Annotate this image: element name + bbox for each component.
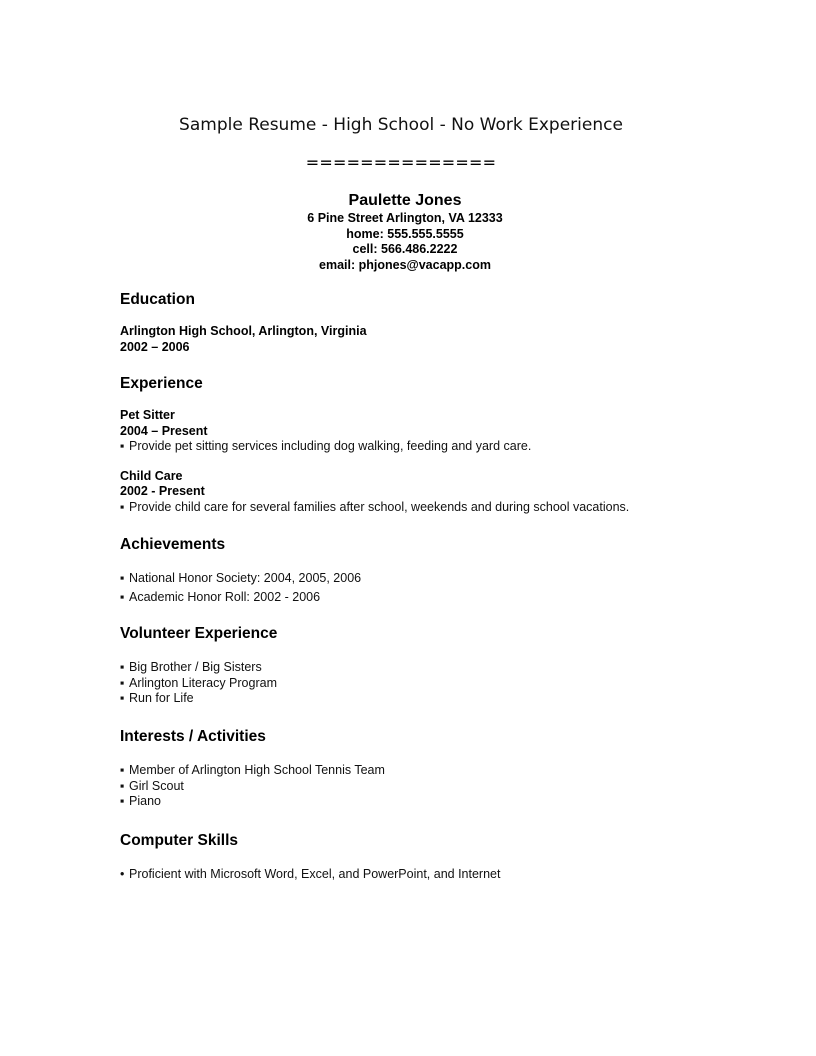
square-bullet-icon: ▪ <box>120 763 125 777</box>
square-bullet-icon: ▪ <box>120 794 125 808</box>
square-bullet-icon: ▪ <box>120 571 125 585</box>
list-item: ▪ Member of Arlington High School Tennis Team <box>120 763 385 777</box>
job-description: ▪ Provide child care for several families after school, weekends and during school vacations. <box>120 499 630 514</box>
computer-skills-section <box>120 831 720 883</box>
address: 6 Pine Street Arlington, VA 12333 <box>307 211 503 225</box>
list-item: • Proficient with Microsoft Word, Excel, and PowerPoint, and Internet <box>120 867 501 881</box>
achievements-section <box>120 535 720 605</box>
contact-header <box>0 191 810 273</box>
square-bullet-icon: ▪ <box>120 675 125 690</box>
document-title: Sample Resume - High School - No Work Experience <box>179 115 623 135</box>
section-heading-computer-skills: Computer Skills <box>120 832 238 849</box>
square-bullet-icon: ▪ <box>120 439 125 453</box>
title-divider: ============== <box>305 153 497 172</box>
job-entry <box>120 469 720 516</box>
square-bullet-icon: ▪ <box>120 499 125 514</box>
volunteer-section <box>120 624 720 707</box>
square-bullet-icon: ▪ <box>120 589 125 604</box>
section-heading-education: Education <box>120 291 195 308</box>
applicant-name: Paulette Jones <box>348 192 462 209</box>
job-entry <box>120 408 720 455</box>
education-section <box>120 290 720 355</box>
section-heading-experience: Experience <box>120 375 203 392</box>
list-item: ▪ National Honor Society: 2004, 2005, 2006 <box>120 571 362 585</box>
job-title: Pet Sitter <box>120 408 175 422</box>
job-dates: 2004 – Present <box>120 423 208 438</box>
job-dates: 2002 - Present <box>120 484 205 498</box>
list-item: ▪ Arlington Literacy Program <box>120 675 277 690</box>
list-item: ▪ Academic Honor Roll: 2002 - 2006 <box>120 589 321 604</box>
email: email: phjones@vacapp.com <box>319 257 491 272</box>
section-heading-achievements: Achievements <box>120 536 226 553</box>
square-bullet-icon: ▪ <box>120 778 125 793</box>
job-title: Child Care <box>120 468 183 483</box>
cell-phone: cell: 566.486.2222 <box>352 242 458 256</box>
list-item: ▪ Piano <box>120 794 161 808</box>
list-item: ▪ Run for Life <box>120 691 194 705</box>
experience-section <box>120 374 720 515</box>
home-phone: home: 555.555.5555 <box>346 226 464 241</box>
square-bullet-icon: ▪ <box>120 660 125 674</box>
section-heading-volunteer: Volunteer Experience <box>120 625 278 642</box>
list-item: ▪ Girl Scout <box>120 778 184 793</box>
school-years: 2002 – 2006 <box>120 339 190 354</box>
interests-section <box>120 727 720 810</box>
round-bullet-icon: • <box>120 867 125 881</box>
school-name: Arlington High School, Arlington, Virginia <box>120 324 367 338</box>
square-bullet-icon: ▪ <box>120 691 125 705</box>
section-heading-interests: Interests / Activities <box>120 728 266 745</box>
list-item: ▪ Big Brother / Big Sisters <box>120 660 262 674</box>
job-description: ▪ Provide pet sitting services including dog walking, feeding and yard care. <box>120 439 532 453</box>
